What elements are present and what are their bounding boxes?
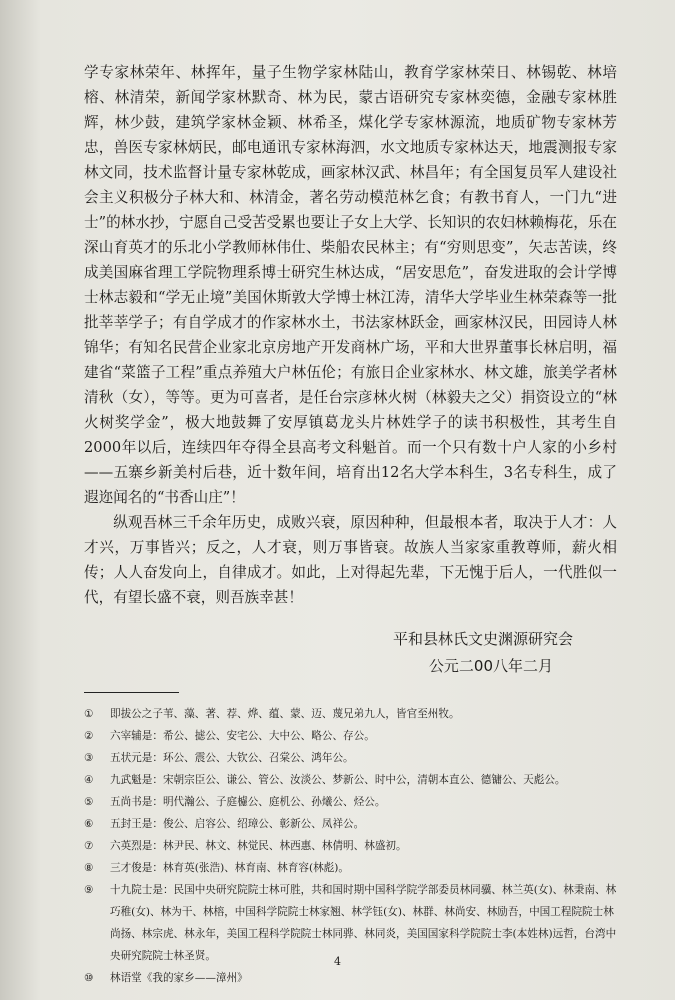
footnote-item [84, 857, 617, 879]
footnote-mark: ① [84, 708, 94, 720]
footnote-text: 林语堂《我的家乡——漳州》 [110, 972, 248, 984]
footnote-mark: ④ [84, 774, 94, 786]
footnote-divider [84, 692, 179, 693]
footnote-text: 六宰辅是：希公、摅公、安宅公、大中公、略公、存公。 [110, 730, 375, 742]
footnote-item [84, 879, 617, 967]
footnote-mark: ⑧ [84, 862, 94, 874]
footnote-mark: ⑨ [84, 884, 94, 896]
paragraph-2: 纵观吾林三千余年历史，成败兴衰，原因种种，但最根本者，取决于人才：人才兴，万事皆兴；反之，人才衰，则万事皆衰。故族人当家家重教尊师，薪火相传；人人奋发向上，自律成才。如此，上对得起先辈，下无愧于后人，一代胜似一代，有望长盛不衰，则吾族幸甚！ [84, 514, 617, 606]
footnote-item [84, 967, 617, 989]
footnote-item [84, 747, 617, 769]
footnote-item [84, 725, 617, 747]
footnote-text: 六英烈是：林尹民、林文、林觉民、林西惠、林倩明、林盛初。 [110, 840, 407, 852]
footnote-item [84, 791, 617, 813]
footnote-text: 即拔公之子苇、藻、著、荐、烨、蕴、蒙、迈、蔑兄弟九人，皆官至州牧。 [110, 708, 460, 720]
footnote-item [84, 835, 617, 857]
footnote-mark: ⑩ [84, 972, 94, 984]
footnote-text: 十九院士是：民国中央研究院院士林可胜，共和国时期中国科学院学部委员林同骥、林兰英(女)、林秉南、林巧稚(女)、林为干、林榕，中国科学院院士林家翘、林学钰(女)、林群、林尚安、林励吾，中国工程院院士林尚扬、林宗虎、林永年，美国工程科学院院士林同骅、林同炎，美国国家科学院院士李(本姓林)远哲，台湾中央研究院院士林圣贤。 [110, 884, 617, 962]
footnote-mark: ⑥ [84, 818, 94, 830]
footnote-text: 五尚书是：明代瀚公、子庭櫖公、庭机公、孙爔公、烃公。 [110, 796, 386, 808]
footnotes [84, 703, 617, 989]
footnote-text: 三才俊是：林育英(张浩)、林育南、林育容(林彪)。 [110, 862, 349, 874]
body-text [84, 60, 617, 610]
footnote-item [84, 813, 617, 835]
footnote-text: 五状元是：环公、震公、大钦公、召棠公、鸿年公。 [110, 752, 354, 764]
footnote-mark: ② [84, 730, 94, 742]
page-number: 4 [334, 955, 341, 968]
signature-date: 公元二00八年二月 [428, 657, 553, 675]
signature-organization: 平和县林氏文史渊源研究会 [392, 630, 573, 648]
footnote-item [84, 703, 617, 725]
footnote-item [84, 769, 617, 791]
signature-block [84, 626, 617, 680]
paragraph-1: 学专家林荣年、林挥年，量子生物学家林陆山，教育学家林荣日、林锡乾、林培榕、林清荣，新闻学家林默奇、林为民，蒙古语研究专家林奕德，金融专家林胜辉，林少鼓，建筑学家林金颖、林希圣，煤化学专家林源流，地质矿物专家林芳忠，兽医专家林炳民，邮电通讯专家林海泗，水文地质专家林达天，地震测报专家林文同，技术监督计量专家林乾成，画家林汉武、林昌年；有全国复员军人建设社会主义积极分子林大和、林清金，著名劳动模范林乞食；有教书育人，一门九“进士”的林水抄，宁愿自己受苦受累也要让子女上大学、长知识的农妇林赖梅花，乐在深山育英才的乐北小学教师林伟仕、柴船农民林主；有“穷则思变”，矢志苦读，终成美国麻省理工学院物理系博士研究生林达成，“居安思危”，奋发进取的会计学博士林志毅和“学无止境”美国休斯敦大学博士林江涛，清华大学毕业生林荣森等一批批莘莘学子；有自学成才的作家林水土，书法家林跃金，画家林汉民，田园诗人林锦华；有知名民营企业家北京房地产开发商林广场，平和大世界董事长林启明，福建省“菜篮子工程”重点养殖大户林伍伦；有旅日企业家林水、林文雄，旅美学者林清秋（女），等等。更为可喜者，是任台宗彦林火树（林毅夫之父）捐资设立的“林火树奖学金”，极大地鼓舞了安厚镇葛龙头片林姓学子的读书积极性，其考生自2000年以后，连续四年夺得全县高考文科魁首。而一个只有数十户人家的小乡村——五寨乡新美村后巷，近十数年间，培育出12名大学本科生，3名专科生，成了遐迩闻名的“书香山庄”！ [84, 64, 617, 506]
footnote-text: 九武魁是：宋朝宗臣公、谦公、管公、汝淡公、梦新公、时中公，清朝本直公、德镛公、天彪公。 [110, 774, 566, 786]
footnote-mark: ⑦ [84, 840, 94, 852]
footnote-text: 五封王是：俊公、启容公、绍璋公、彰新公、凤祥公。 [110, 818, 365, 830]
footnote-mark: ③ [84, 752, 94, 764]
footnote-mark: ⑤ [84, 796, 94, 808]
